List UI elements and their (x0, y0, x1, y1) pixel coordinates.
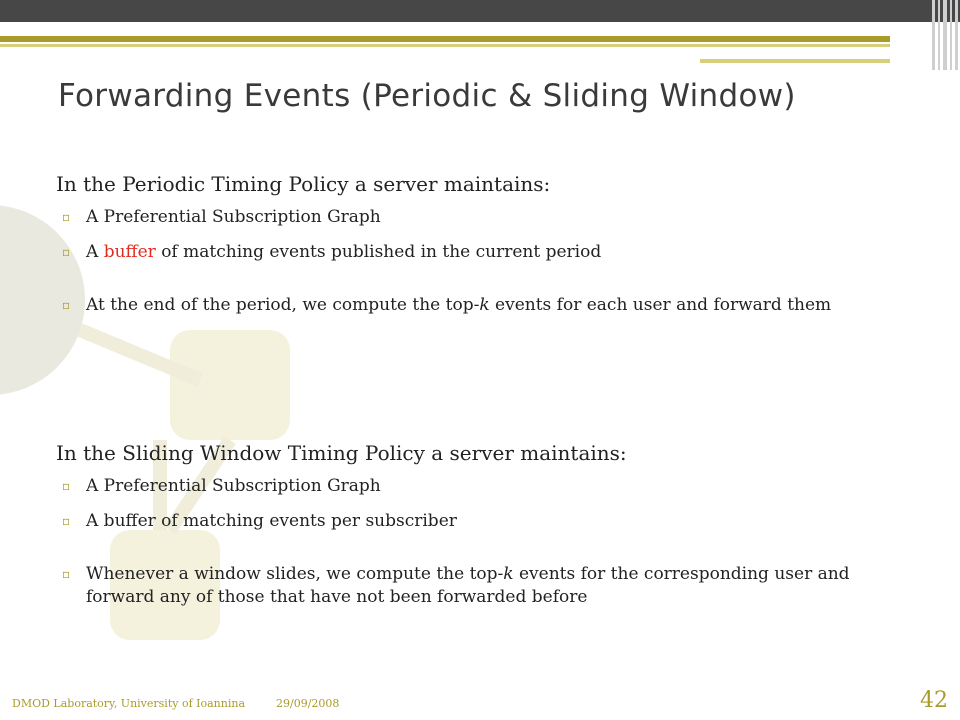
footer-date: 29/09/2008 (276, 697, 340, 710)
bullet-icon: ▫ (62, 210, 71, 224)
sliding-heading: In the Sliding Window Timing Policy a server maintains: (56, 441, 627, 465)
footer-lab: DMOD Laboratory, University of Ioannina (12, 697, 246, 710)
periodic-heading: In the Periodic Timing Policy a server maintains: (56, 172, 551, 196)
periodic-section (56, 172, 906, 329)
top-stripe-short (700, 59, 890, 63)
slide-title: Forwarding Events (Periodic & Sliding Window) (58, 78, 796, 114)
top-bar (0, 0, 960, 22)
list-item: ▫ Whenever a window slides, we compute the top-k events for the corresponding user and forward any of those that have not been forwarded before (62, 564, 850, 607)
bullet-icon: ▫ (62, 479, 71, 493)
bullet-icon: ▫ (62, 298, 71, 312)
list-item: ▫ A buffer of matching events per subscriber (62, 511, 457, 531)
list-item: ▫ A Preferential Subscription Graph (62, 207, 381, 227)
highlighted-word: buffer (103, 242, 156, 262)
bullet-icon: ▫ (62, 514, 71, 528)
bullet-icon: ▫ (62, 245, 71, 259)
sliding-section (56, 441, 906, 621)
top-stripe (0, 36, 890, 42)
list-item: ▫ At the end of the period, we compute the top-k events for each user and forward them (62, 295, 832, 315)
list-item: ▫ A buffer of matching events published in the current period (62, 242, 602, 262)
top-stripe-thin (0, 44, 890, 47)
corner-decoration (930, 0, 960, 70)
page-number: 42 (920, 688, 948, 713)
bullet-icon: ▫ (62, 567, 71, 581)
list-item: ▫ A Preferential Subscription Graph (62, 476, 381, 496)
